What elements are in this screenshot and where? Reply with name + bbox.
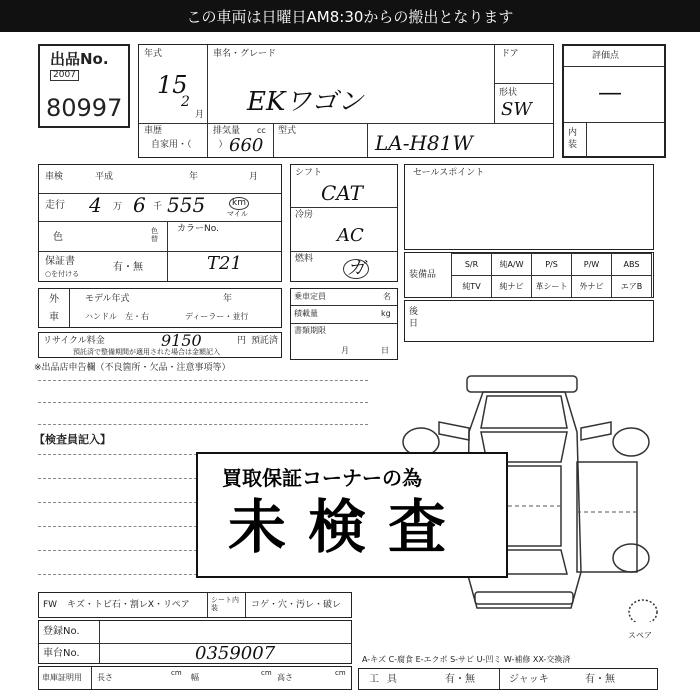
- reg-cert-height-unit: cm: [335, 669, 346, 677]
- capacity-block: [290, 288, 398, 360]
- model-year-value: 15: [157, 71, 188, 99]
- reg-cert-label: 車庫証明用: [42, 673, 82, 682]
- mileage-sen: 千: [153, 202, 163, 212]
- docs-deadline-month: 月: [341, 346, 349, 355]
- shape-value: SW: [501, 99, 532, 120]
- docs-deadline-label: 書類期限: [294, 326, 326, 335]
- equipment-cell: 純ナビ: [491, 275, 532, 298]
- fuel-value: ガ: [343, 259, 369, 279]
- mileage-unit-km: km: [229, 197, 249, 210]
- door-label: ドア: [501, 49, 519, 59]
- inspection-label: 車検: [45, 172, 64, 182]
- mileage-rest: 555: [167, 193, 206, 217]
- tools-box: [358, 668, 658, 690]
- foreign-block: [38, 288, 282, 328]
- model-type-label: 型式: [278, 126, 297, 136]
- rear-right-wheel: [613, 544, 649, 572]
- mileage-10k: 4: [89, 193, 102, 217]
- inspection-month-unit: 月: [249, 172, 259, 182]
- inspector-label: 【検査員記入】: [34, 433, 111, 446]
- left-mirror: [439, 422, 469, 440]
- fw-label: FW: [43, 600, 58, 610]
- displacement-value: 660: [229, 135, 264, 156]
- seller-notes-label: ※出品店申告欄（不良箇所・欠品・注意事項等）: [34, 363, 231, 373]
- lot-number: 80997: [46, 94, 123, 122]
- recycle-unit: 円: [237, 336, 247, 346]
- warranty-options: 有・無: [113, 262, 143, 273]
- shift-block: [290, 164, 398, 282]
- car-name-label: 車名・グレード: [213, 49, 277, 59]
- grade-label: 評価点: [592, 51, 620, 61]
- model-year-label: 年式: [144, 49, 163, 59]
- shift-value: CAT: [321, 181, 363, 205]
- equipment-cell: P/W: [571, 253, 612, 276]
- fuel-label: 燃料: [295, 254, 314, 264]
- model-year-month-unit: 月: [195, 110, 205, 120]
- recycle-label: リサイクル料金: [43, 336, 105, 346]
- stamp-line1: 買取保証コーナーの為: [222, 466, 422, 490]
- fw-seat-items: コゲ・穴・汚レ・破レ: [251, 600, 342, 610]
- mileage-thousands: 6: [133, 193, 146, 217]
- equipment-box: [404, 252, 654, 298]
- capacity-label: 乗車定員: [294, 292, 326, 301]
- lot-box: [38, 44, 130, 128]
- history-value: 自家用・（ ）: [151, 140, 228, 150]
- model-type-value: LA-H81W: [375, 131, 473, 155]
- warranty-note: ○を付ける: [45, 270, 80, 278]
- color-change-label: 色替: [151, 227, 158, 244]
- spare-tire: [629, 600, 657, 622]
- foreign-label-1: 外: [49, 294, 59, 305]
- registration-label: 登録No.: [43, 626, 80, 637]
- recycle-value: 9150: [161, 331, 202, 350]
- mileage-unit-mile: マイル: [227, 210, 248, 218]
- header-banner: この車両は日曜日AM8:30からの搬出となります: [0, 0, 700, 32]
- displacement-label: 排気量: [213, 126, 241, 136]
- aircon-label: 冷房: [295, 210, 314, 220]
- reg-cert-length: 長さ: [97, 673, 113, 682]
- reg-cert-box: [38, 666, 352, 690]
- stamp-line2: 未検査: [228, 493, 469, 561]
- reg-cert-length-unit: cm: [171, 669, 182, 677]
- equipment-cell: 革シート: [531, 275, 572, 298]
- fw-items: キズ・トビ石・割レX・リペア: [67, 600, 190, 610]
- equipment-cell: 純TV: [451, 275, 492, 298]
- front-bumper: [467, 376, 577, 392]
- equipment-cell: ABS: [611, 253, 652, 276]
- grade-value: —: [598, 78, 622, 106]
- foreign-dealer: ディーラー・並行: [185, 312, 249, 321]
- inspection-block: [38, 164, 282, 282]
- shape-label: 形状: [499, 88, 518, 98]
- capacity-unit: 名: [383, 292, 391, 301]
- foreign-year-unit: 年: [223, 294, 233, 304]
- reg-cert-width-unit: cm: [261, 669, 272, 677]
- reg-cert-width: 幅: [191, 673, 199, 682]
- rear-box: [404, 300, 654, 342]
- recycle-status: 預託済: [251, 336, 279, 346]
- foreign-handle: ハンドル 左・右: [85, 312, 149, 321]
- stamp-box: [196, 452, 508, 578]
- color-no-label: カラーNo.: [177, 224, 219, 234]
- equipment-cell: 外ナビ: [571, 275, 612, 298]
- mileage-man: 万: [113, 202, 123, 212]
- jack-label: ジャッキ: [509, 674, 549, 685]
- foreign-model-year: モデル年式: [85, 294, 130, 304]
- chassis-label: 車台No.: [43, 648, 80, 659]
- lot-label: 出品No.: [50, 50, 109, 68]
- fw-box: [38, 592, 352, 618]
- sales-point-label: セールスポイント: [413, 168, 485, 178]
- fw-seat-label: シート内装: [211, 596, 239, 613]
- right-door-panel: [577, 462, 637, 572]
- registration-box: [38, 620, 352, 664]
- inspection-year-unit: 年: [189, 172, 199, 182]
- load-unit: kg: [381, 309, 391, 318]
- equipment-label: 装備品: [409, 270, 437, 280]
- jack-options: 有・無: [585, 674, 615, 685]
- reg-cert-height: 高さ: [277, 673, 293, 682]
- shift-label: シフト: [295, 168, 323, 178]
- front-right-wheel: [613, 428, 649, 456]
- equipment-cell: エアB: [611, 275, 652, 298]
- spare-label: スペア: [628, 631, 652, 640]
- rear-label: 後日: [409, 307, 419, 329]
- warranty-label: 保証書: [45, 256, 75, 267]
- rear-bumper: [475, 592, 573, 604]
- equipment-cell: S/R: [451, 253, 492, 276]
- inspection-era: 平成: [95, 172, 114, 182]
- model-year-month: 2: [181, 94, 190, 110]
- damage-legend: A-キズ C-腐食 E-エクボ S-サビ U-凹ミ W-補修 XX-交換済: [362, 655, 571, 664]
- mileage-label: 走行: [45, 200, 65, 211]
- lot-year: 2007: [50, 70, 79, 81]
- foreign-label-2: 車: [49, 312, 59, 323]
- tools-options: 有・無: [445, 674, 475, 685]
- docs-deadline-day: 日: [381, 346, 389, 355]
- aircon-value: AC: [337, 225, 364, 246]
- grade-box: [562, 44, 666, 158]
- displacement-unit: cc: [257, 126, 266, 135]
- load-label: 積載量: [294, 309, 318, 318]
- chassis-value: 0359007: [195, 643, 276, 664]
- tools-label: 工具: [369, 674, 405, 685]
- equipment-cell: P/S: [531, 253, 572, 276]
- car-name-value: EKワゴン: [247, 87, 364, 117]
- color-label: 色: [53, 232, 63, 243]
- right-mirror: [581, 422, 611, 440]
- recycle-box: [38, 332, 282, 358]
- sales-point-box: [404, 164, 654, 250]
- interior-label: 内装: [568, 128, 578, 150]
- color-no-value: T21: [207, 253, 242, 274]
- equipment-cell: 純A/W: [491, 253, 532, 276]
- history-label: 車歴: [144, 126, 163, 136]
- recycle-note: 預託済で整備期間が適用された場合は金額記入: [73, 348, 220, 356]
- hood: [481, 396, 567, 428]
- top-info-block: [138, 44, 554, 158]
